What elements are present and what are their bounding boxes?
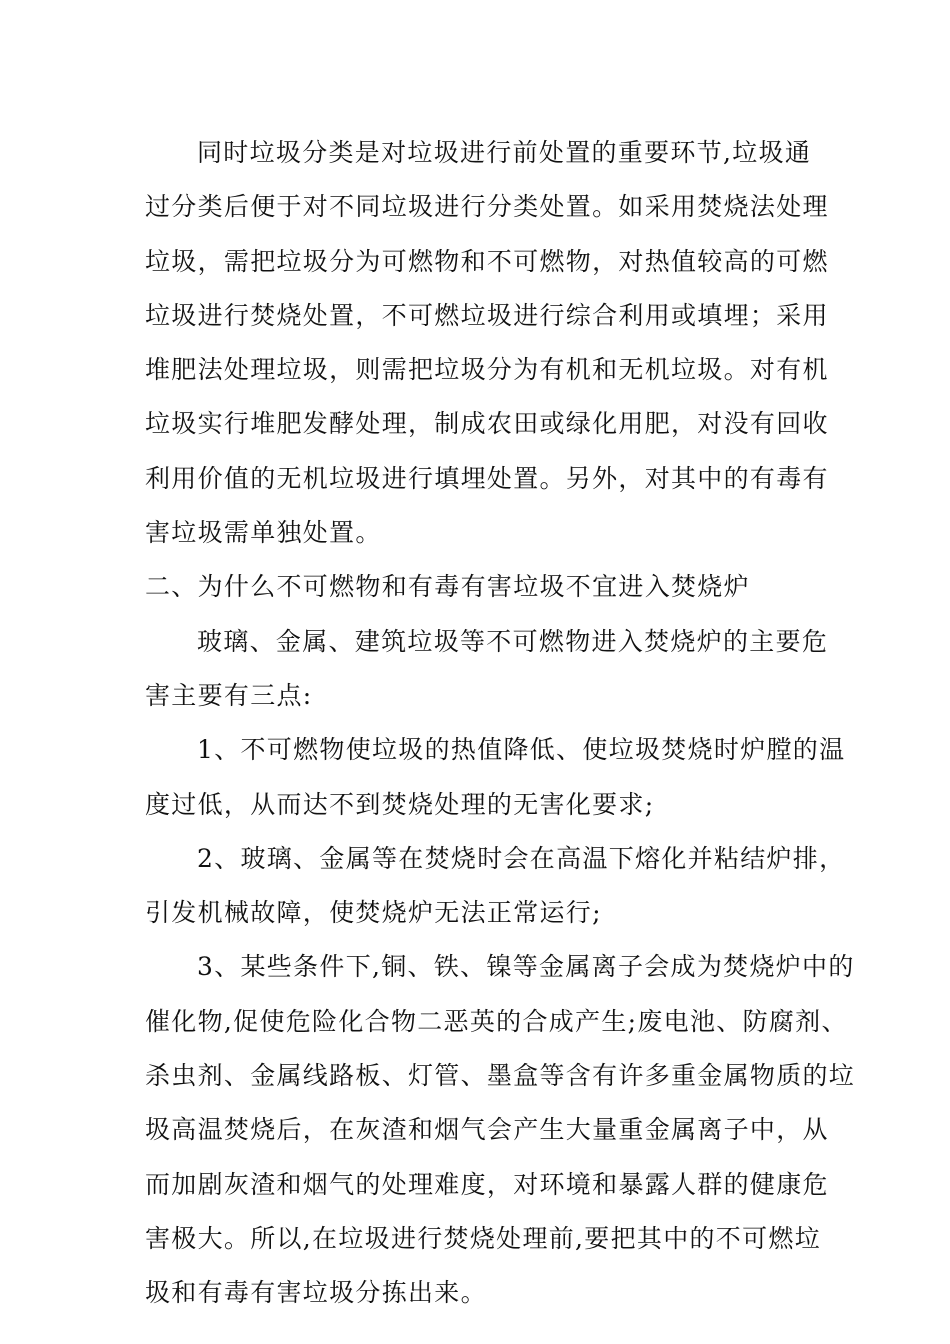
text-line: 垃圾，需把垃圾分为可燃物和不可燃物，对热值较高的可燃 (145, 246, 829, 276)
document-body (145, 126, 856, 1321)
list-item-2: 2、玻璃、金属等在焚烧时会在高温下熔化并粘结炉排， (197, 843, 846, 873)
text-line: 引发机械故障，使焚烧炉无法正常运行; (145, 898, 602, 928)
text-line: 圾和有毒有害垃圾分拣出来。 (145, 1278, 487, 1308)
text-line: 利用价值的无机垃圾进行填埋处置。另外，对其中的有毒有 (145, 463, 829, 493)
text-line: 垃圾实行堆肥发酵处理，制成农田或绿化用肥，对没有回收 (145, 409, 829, 439)
text-line: 垃圾进行焚烧处置，不可燃垃圾进行综合利用或填埋；采用 (145, 300, 829, 330)
text-line: 过分类后便于对不同垃圾进行分类处置。如采用焚烧法处理 (145, 192, 829, 222)
list-item-3: 3、某些条件下,铜、铁、镍等金属离子会成为焚烧炉中的 (197, 952, 855, 982)
text-line: 催化物,促使危险化合物二恶英的合成产生;废电池、防腐剂、 (145, 1006, 848, 1036)
text-line: 害极大。所以,在垃圾进行焚烧处理前,要把其中的不可燃垃 (145, 1223, 821, 1253)
text-line: 度过低，从而达不到焚烧处理的无害化要求; (145, 789, 655, 819)
text-line: 害垃圾需单独处置。 (145, 518, 382, 548)
text-line: 堆肥法处理垃圾，则需把垃圾分为有机和无机垃圾。对有机 (145, 355, 829, 385)
list-item-1: 1、不可燃物使垃圾的热值降低、使垃圾焚烧时炉膛的温 (197, 735, 846, 765)
text-line: 圾高温焚烧后，在灰渣和烟气会产生大量重金属离子中，从 (145, 1115, 829, 1145)
text-line: 杀虫剂、金属线路板、灯管、墨盒等含有许多重金属物质的垃 (145, 1061, 856, 1091)
section-heading: 二、为什么不可燃物和有毒有害垃圾不宜进入焚烧炉 (145, 572, 750, 602)
text-line: 同时垃圾分类是对垃圾进行前处置的重要环节,垃圾通 (197, 138, 812, 167)
text-line: 而加剧灰渣和烟气的处理难度，对环境和暴露人群的健康危 (145, 1169, 829, 1199)
text-line: 玻璃、金属、建筑垃圾等不可燃物进入焚烧炉的主要危 (197, 626, 829, 656)
text-line: 害主要有三点: (145, 680, 313, 710)
